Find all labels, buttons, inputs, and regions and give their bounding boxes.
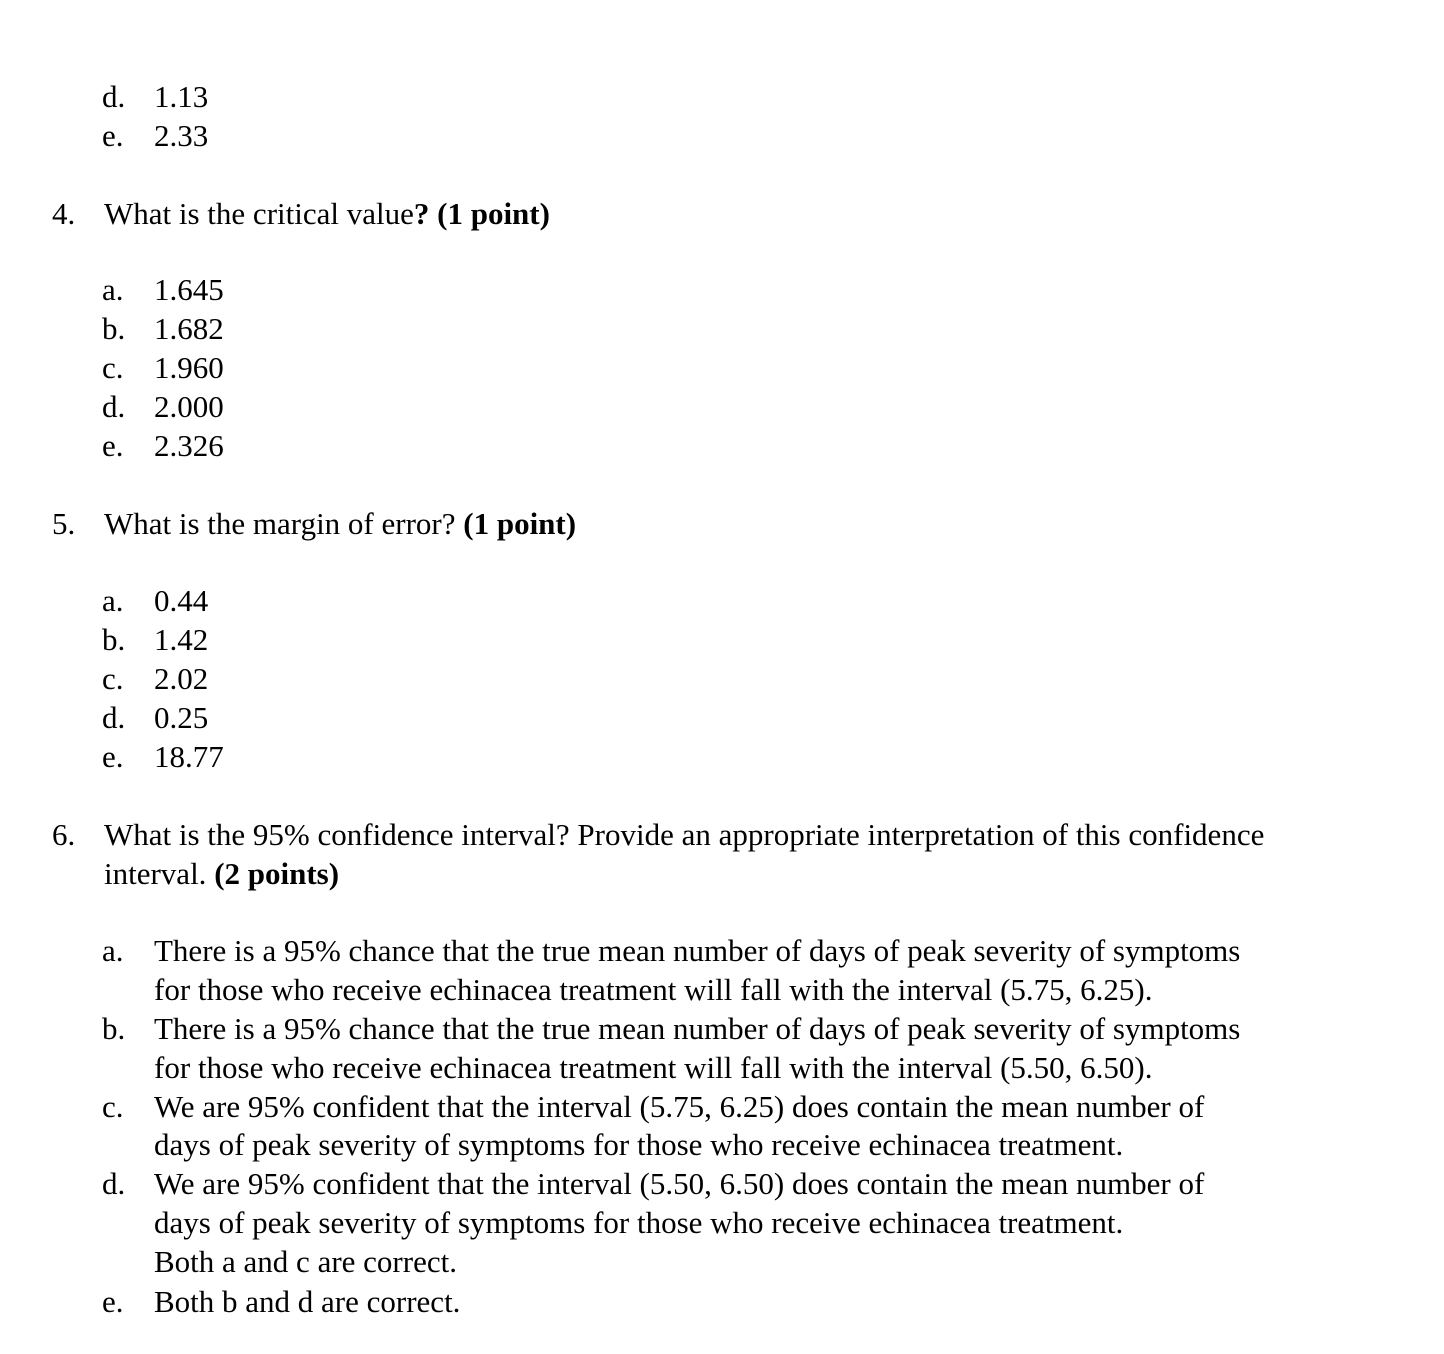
option-marker: b. (102, 1011, 126, 1046)
option-marker: d. (102, 1166, 126, 1201)
option-text: 1.960 (154, 350, 224, 385)
question-number: 6. (52, 817, 76, 852)
option-marker: c. (102, 1089, 124, 1124)
option-text: Both b and d are correct. (154, 1284, 461, 1319)
option-marker: d. (102, 389, 126, 424)
option-text: We are 95% confident that the interval (5.50, 6.50) does contain the mean number of (154, 1166, 1205, 1201)
option-marker: a. (102, 272, 124, 307)
option-text: There is a 95% chance that the true mean number of days of peak severity of symptoms (154, 933, 1241, 968)
option-marker: d. (102, 79, 126, 114)
question-points: ? (1 point) (413, 196, 550, 231)
option-marker: e. (102, 428, 124, 463)
question-prompt-line1: What is the 95% confidence interval? Provide an appropriate interpretation of this confidence (104, 817, 1265, 852)
option-text: 1.682 (154, 311, 224, 346)
option-text: 1.645 (154, 272, 224, 307)
option-marker: c. (102, 661, 124, 696)
option-marker: e. (102, 739, 124, 774)
question-number: 5. (52, 506, 76, 541)
option-text: 2.33 (154, 118, 209, 153)
option-text: 2.326 (154, 428, 224, 463)
option-text: for those who receive echinacea treatment will fall with the interval (5.50, 6.50). (154, 1050, 1153, 1085)
option-marker: e. (102, 1284, 124, 1319)
option-text: 18.77 (154, 739, 224, 774)
question-prompt-line2: interval. (2 points) (104, 856, 340, 891)
option-marker: b. (102, 311, 126, 346)
option-marker: a. (102, 933, 124, 968)
option-marker: d. (102, 700, 126, 735)
option-text: We are 95% confident that the interval (5.75, 6.25) does contain the mean number of (154, 1089, 1205, 1124)
option-text: 1.13 (154, 79, 209, 114)
option-text: 1.42 (154, 622, 209, 657)
option-marker: e. (102, 118, 124, 153)
option-text: days of peak severity of symptoms for those who receive echinacea treatment. (154, 1127, 1124, 1162)
option-text: Both a and c are correct. (154, 1244, 457, 1279)
question-points: (1 point) (463, 506, 577, 541)
option-text: 2.000 (154, 389, 224, 424)
option-text: for those who receive echinacea treatment will fall with the interval (5.75, 6.25). (154, 972, 1153, 1007)
option-text: There is a 95% chance that the true mean number of days of peak severity of symptoms (154, 1011, 1241, 1046)
question-prompt: What is the critical value? (1 point) (104, 196, 550, 231)
option-text: 2.02 (154, 661, 209, 696)
option-marker: c. (102, 350, 124, 385)
option-text: days of peak severity of symptoms for those who receive echinacea treatment. (154, 1205, 1124, 1240)
question-points: (2 points) (214, 856, 340, 891)
option-marker: a. (102, 583, 124, 618)
question-number: 4. (52, 196, 76, 231)
option-text: 0.25 (154, 700, 209, 735)
option-text: 0.44 (154, 583, 209, 618)
question-prompt: What is the margin of error? (1 point) (104, 506, 577, 541)
option-marker: b. (102, 622, 126, 657)
